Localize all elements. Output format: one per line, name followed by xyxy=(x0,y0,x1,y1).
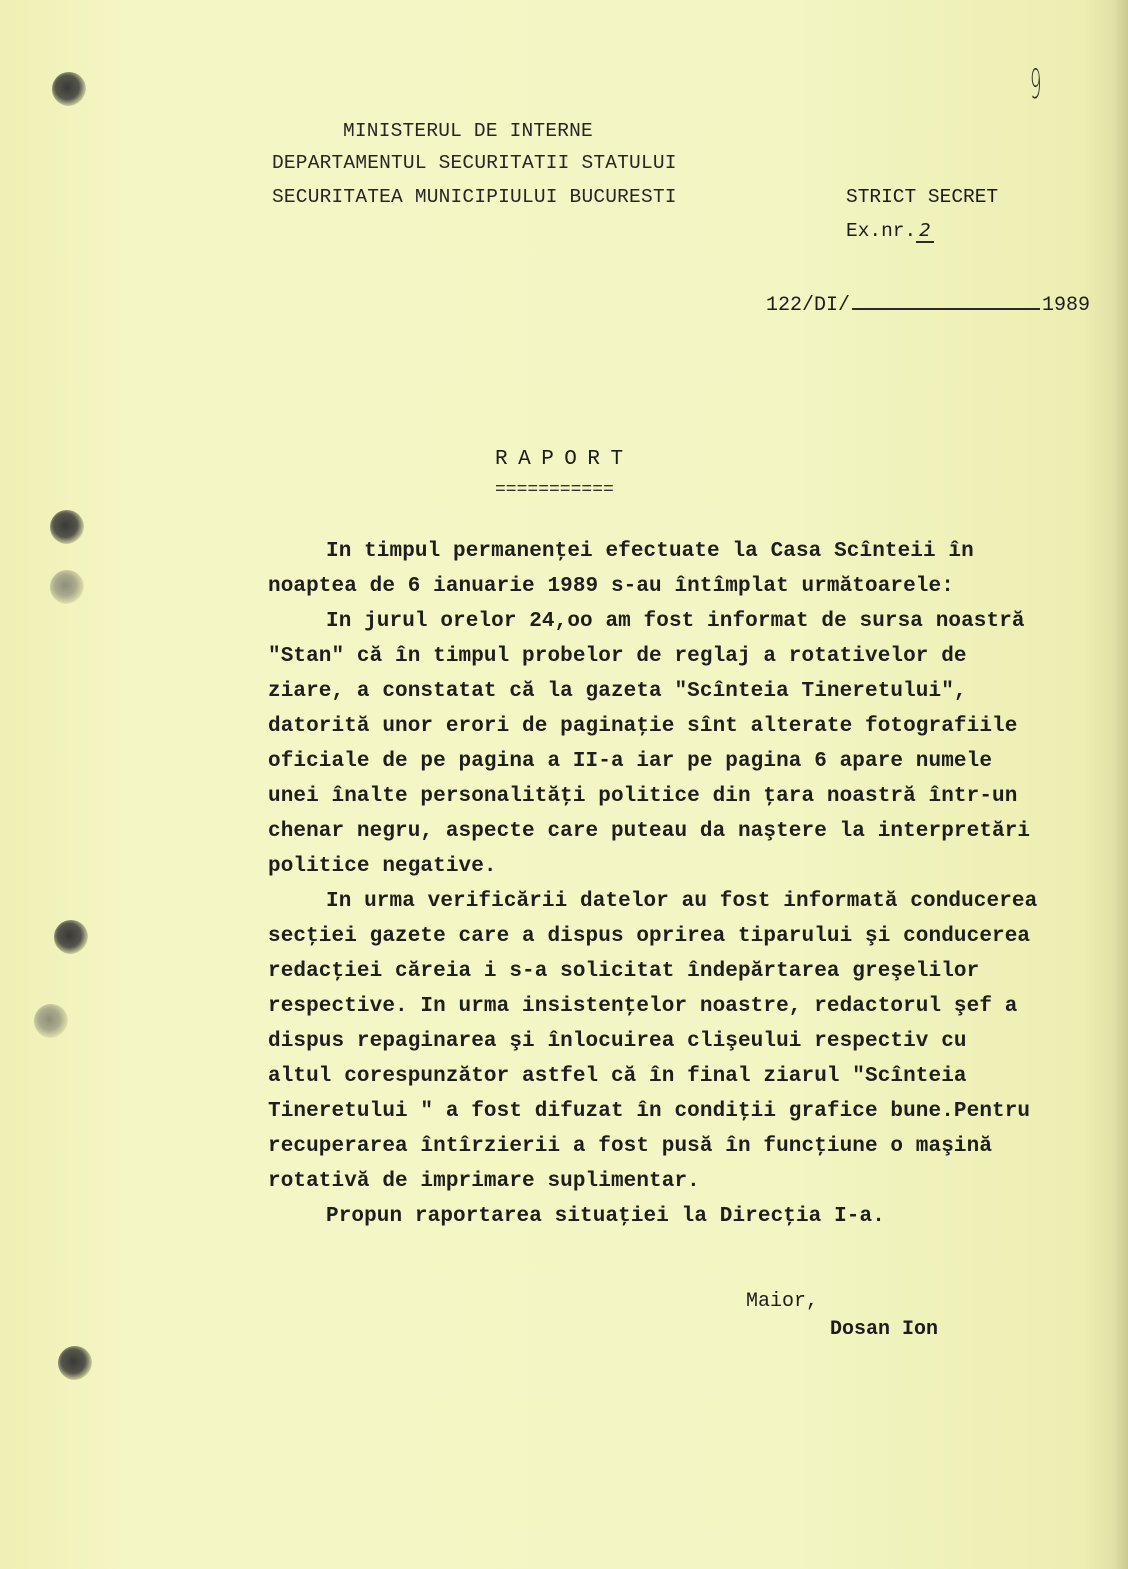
body-line: "Stan" că în timpul probelor de reglaj a rotativelor de xyxy=(268,645,967,668)
body-line: dispus repaginarea şi înlocuirea clişeului respectiv cu xyxy=(268,1030,967,1053)
registration-number xyxy=(766,294,1090,317)
body-line: rotativă de imprimare suplimentar. xyxy=(268,1170,700,1193)
body-line: datorită unor erori de paginaţie sînt alterate fotografiile xyxy=(268,715,1018,738)
page-edge xyxy=(1116,0,1128,1569)
body-line: chenar negru, aspecte care puteau da naştere la interpretări xyxy=(268,820,1031,843)
body-line: ziare, a constatat că la gazeta "Scînteia Tineretului", xyxy=(268,680,967,703)
title-underline: =========== xyxy=(495,480,614,500)
body-line: Tineretului " a fost difuzat în condiţii grafice bune.Pentru xyxy=(268,1100,1031,1123)
copy-number-value: 2 xyxy=(916,220,933,243)
punch-hole xyxy=(34,1004,68,1038)
page-number: 9 xyxy=(1030,62,1042,108)
body-line: noaptea de 6 ianuarie 1989 s-au întîmplat următoarele: xyxy=(268,575,954,598)
registration-year: 1989 xyxy=(1042,294,1091,317)
copy-number xyxy=(846,220,934,243)
registration-blank xyxy=(852,308,1040,310)
body-line: In timpul permanenţei efectuate la Casa Scînteii în xyxy=(326,540,974,563)
header-department: DEPARTAMENTUL SECURITATII STATULUI xyxy=(272,152,677,174)
body-line: In jurul orelor 24,oo am fost informat de sursa noastră xyxy=(326,610,1025,633)
signatory-rank: Maior, xyxy=(746,1290,819,1313)
punch-hole xyxy=(50,510,84,544)
punch-hole xyxy=(54,920,88,954)
punch-hole xyxy=(52,72,86,106)
body-line: recuperarea întîrzierii a fost pusă în funcţiune o maşină xyxy=(268,1135,993,1158)
body-line: secţiei gazete care a dispus oprirea tiparului şi conducerea xyxy=(268,925,1031,948)
body-line: redacţiei căreia i s-a solicitat îndepărtarea greşelilor xyxy=(268,960,980,983)
body-line: altul corespunzător astfel că în final ziarul "Scînteia xyxy=(268,1065,967,1088)
header-ministry: MINISTERUL DE INTERNE xyxy=(343,120,593,142)
punch-hole xyxy=(50,570,84,604)
body-line: oficiale de pe pagina a II-a iar pe pagina 6 apare numele xyxy=(268,750,993,773)
body-line: politice negative. xyxy=(268,855,497,878)
body-line: Propun raportarea situaţiei la Direcţia I-a. xyxy=(326,1205,885,1228)
body-line: In urma verificării datelor au fost informată conducerea xyxy=(326,890,1038,913)
document-title: RAPORT xyxy=(495,448,634,471)
body-line: respective. In urma insistenţelor noastre, redactorul şef a xyxy=(268,995,1018,1018)
punch-hole xyxy=(58,1346,92,1380)
header-unit: SECURITATEA MUNICIPIULUI BUCURESTI xyxy=(272,186,677,208)
copy-number-prefix: Ex.nr. xyxy=(846,220,917,242)
registration-prefix: 122/DI/ xyxy=(766,294,851,317)
classification-label: STRICT SECRET xyxy=(846,186,999,208)
body-line: unei înalte personalităţi politice din ţara noastră într-un xyxy=(268,785,1018,808)
signatory-name: Dosan Ion xyxy=(830,1318,939,1341)
